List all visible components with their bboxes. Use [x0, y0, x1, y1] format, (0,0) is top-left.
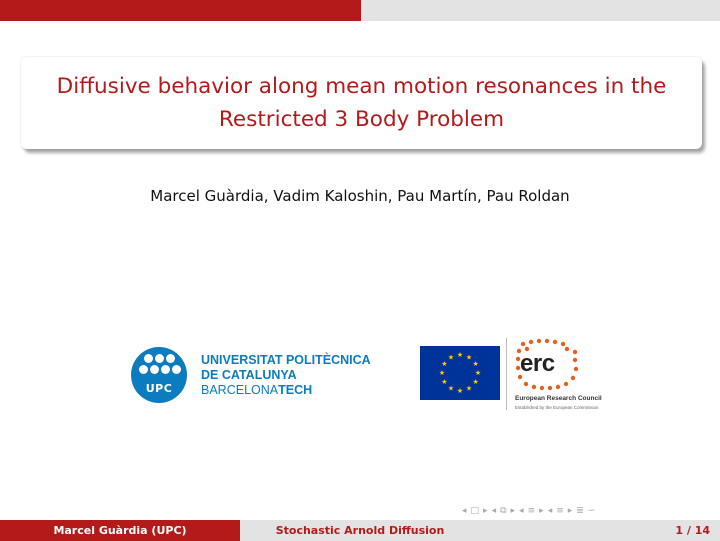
top-bar-accent — [0, 0, 361, 21]
nav-right-arrow-icon[interactable]: ▸ — [567, 506, 573, 516]
zoom-icon[interactable]: ∽ — [587, 506, 596, 516]
upc-name-line-3b: TECH — [278, 383, 313, 397]
nav-right-arrow-icon[interactable]: ▸ — [510, 506, 516, 516]
nav-left-arrow-icon[interactable]: ◂ — [462, 506, 467, 516]
erc-established: Established by the European Commission — [515, 405, 599, 410]
svg-text:★: ★ — [456, 351, 464, 359]
navigation-symbols — [462, 504, 595, 518]
svg-text:★: ★ — [441, 360, 448, 368]
top-bar-gray — [361, 0, 720, 21]
svg-text:★: ★ — [441, 378, 448, 386]
upc-logo — [131, 347, 401, 403]
nav-left-arrow-icon[interactable]: ◂ — [491, 506, 497, 516]
nav-left-arrow-icon[interactable]: ◂ — [519, 506, 524, 516]
authors: Marcel Guàrdia, Vadim Kaloshin, Pau Martín, Pau Roldan — [150, 187, 570, 205]
svg-text:★: ★ — [472, 378, 479, 386]
svg-text:★: ★ — [465, 353, 473, 362]
eu-flag-icon — [420, 346, 500, 400]
top-header-bar — [0, 0, 720, 21]
svg-text:★: ★ — [438, 369, 446, 377]
upc-circle-icon — [131, 347, 187, 403]
footer-page-number: 1 / 14 — [480, 520, 720, 541]
svg-text:★: ★ — [456, 387, 464, 395]
upc-name — [201, 353, 371, 398]
title-line-1: Diffusive behavior along mean motion resonances in the — [56, 74, 667, 99]
erc-logo — [420, 338, 620, 418]
title-block — [21, 57, 702, 149]
upc-name-line-1: UNIVERSITAT POLITÈCNICA — [201, 353, 371, 367]
section-icon[interactable]: ≡ — [527, 506, 536, 516]
erc-subtitle: European Research Council — [515, 395, 602, 402]
nav-left-arrow-icon[interactable]: ◂ — [547, 506, 553, 516]
svg-text:★: ★ — [472, 360, 479, 368]
title-line-2: Restricted 3 Body Problem — [218, 107, 505, 132]
frame-icon[interactable]: □ — [470, 506, 480, 516]
nav-right-arrow-icon[interactable]: ▸ — [539, 506, 544, 516]
outline-icon[interactable]: ≡ — [556, 506, 564, 516]
search-icon[interactable]: ≣ — [576, 506, 584, 516]
svg-text:★: ★ — [447, 384, 455, 393]
upc-name-line-2: DE CATALUNYA — [201, 368, 297, 382]
svg-text:★: ★ — [474, 369, 482, 377]
upc-name-line-3a: BARCELONA — [201, 383, 279, 397]
nav-right-arrow-icon[interactable]: ▸ — [483, 506, 488, 516]
erc-wordmark: erc — [520, 350, 555, 377]
svg-text:★: ★ — [447, 353, 455, 362]
svg-text:★: ★ — [465, 384, 473, 393]
footer-author: Marcel Guàrdia (UPC) — [0, 520, 240, 541]
footer-bar — [0, 520, 720, 541]
logo-divider — [506, 338, 507, 410]
upc-monogram: UPC — [145, 382, 173, 395]
subsection-icon[interactable]: ⧉ — [500, 506, 507, 516]
footer-title: Stochastic Arnold Diffusion — [240, 520, 480, 541]
